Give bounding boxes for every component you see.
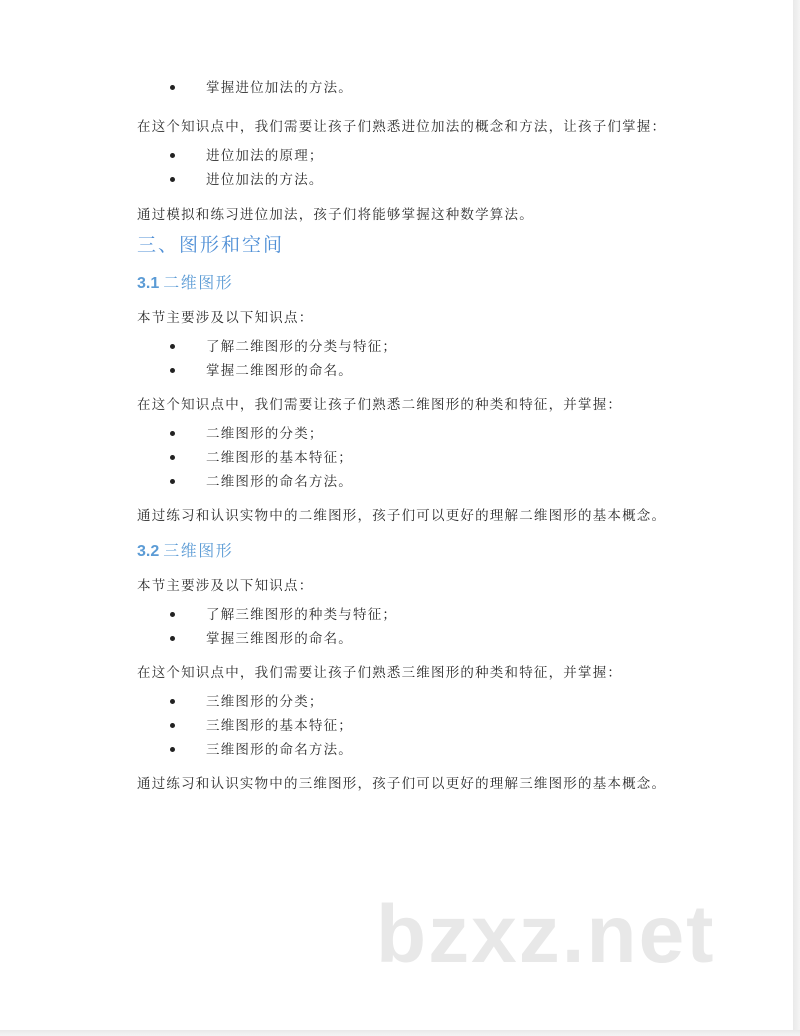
bullet-icon <box>170 431 175 436</box>
paragraph: 通过练习和认识实物中的二维图形，孩子们可以更好的理解二维图形的基本概念。 <box>137 508 667 524</box>
list-item-text: 三维图形的命名方法。 <box>206 742 353 758</box>
paragraph: 通过模拟和练习进位加法，孩子们将能够掌握这种数学算法。 <box>137 207 534 223</box>
list-item-text: 进位加法的方法。 <box>206 172 324 188</box>
subsection-number: 3.1 <box>137 275 160 292</box>
bullet-list <box>110 603 680 651</box>
list-item <box>110 359 680 383</box>
list-item <box>110 422 680 446</box>
list-item <box>110 714 680 738</box>
bullet-icon <box>170 612 175 617</box>
watermark: bzxz.net <box>376 889 716 980</box>
document-body <box>110 70 680 796</box>
bullet-icon <box>170 747 175 752</box>
bullet-icon <box>170 85 175 90</box>
list-item-text: 二维图形的基本特征； <box>206 450 353 466</box>
paragraph: 通过练习和认识实物中的三维图形，孩子们可以更好的理解三维图形的基本概念。 <box>137 776 667 792</box>
bullet-list <box>110 76 680 100</box>
subsection-title: 二维图形 <box>163 273 234 292</box>
subsection-heading <box>110 270 680 297</box>
bullet-icon <box>170 455 175 460</box>
list-item-text: 了解三维图形的种类与特征； <box>206 607 398 623</box>
paragraph: 在这个知识点中，我们需要让孩子们熟悉三维图形的种类和特征，并掌握： <box>137 665 623 681</box>
list-item <box>110 144 680 168</box>
list-item-text: 掌握三维图形的命名。 <box>206 631 353 647</box>
paragraph: 本节主要涉及以下知识点： <box>137 310 314 326</box>
list-item-text: 掌握进位加法的方法。 <box>206 80 353 96</box>
list-item <box>110 446 680 470</box>
list-item-text: 了解二维图形的分类与特征； <box>206 339 398 355</box>
bullet-icon <box>170 153 175 158</box>
paragraph: 在这个知识点中，我们需要让孩子们熟悉二维图形的种类和特征，并掌握： <box>137 397 623 413</box>
bullet-icon <box>170 699 175 704</box>
subsection-heading <box>110 538 680 565</box>
list-item <box>110 738 680 762</box>
bullet-icon <box>170 368 175 373</box>
list-item-text: 二维图形的命名方法。 <box>206 474 353 490</box>
list-item <box>110 470 680 494</box>
bullet-icon <box>170 723 175 728</box>
bullet-icon <box>170 177 175 182</box>
page-edge-right <box>793 0 800 1036</box>
list-item <box>110 335 680 359</box>
bullet-list <box>110 335 680 383</box>
list-item-text: 二维图形的分类； <box>206 426 324 442</box>
list-item-text: 三维图形的基本特征； <box>206 718 353 734</box>
bullet-list <box>110 144 680 192</box>
list-item <box>110 690 680 714</box>
section-heading: 三、图形和空间 <box>137 234 285 256</box>
bullet-icon <box>170 344 175 349</box>
list-item <box>110 603 680 627</box>
bullet-icon <box>170 479 175 484</box>
subsection-title: 三维图形 <box>163 541 234 560</box>
list-item-text: 掌握二维图形的命名。 <box>206 363 353 379</box>
list-item-text: 三维图形的分类； <box>206 694 324 710</box>
page-edge-bottom <box>0 1030 800 1036</box>
bullet-icon <box>170 636 175 641</box>
list-item-text: 进位加法的原理； <box>206 148 324 164</box>
list-item <box>110 76 680 100</box>
bullet-list <box>110 690 680 762</box>
subsection-number: 3.2 <box>137 543 160 560</box>
list-item <box>110 168 680 192</box>
paragraph: 本节主要涉及以下知识点： <box>137 578 314 594</box>
bullet-list <box>110 422 680 494</box>
list-item <box>110 627 680 651</box>
paragraph: 在这个知识点中，我们需要让孩子们熟悉进位加法的概念和方法，让孩子们掌握： <box>137 119 667 135</box>
